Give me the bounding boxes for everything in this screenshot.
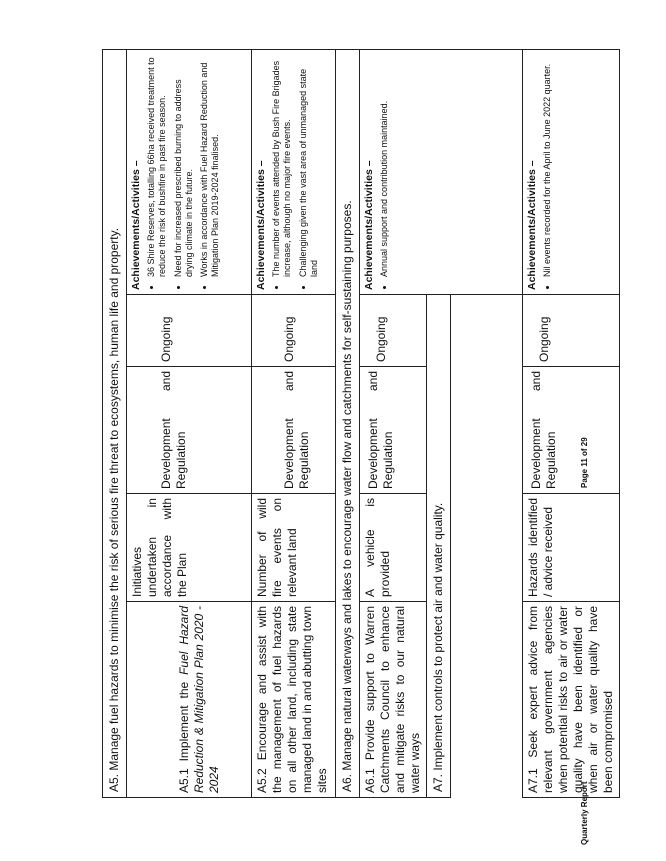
section-heading-a6: A6. Manage natural waterways and lakes to encourage water flow and catchments for self-sustaining purposes. xyxy=(336,49,360,797)
achievements-cell xyxy=(127,49,252,294)
objective-cell xyxy=(127,602,252,798)
table-row-a6-1 xyxy=(360,49,427,797)
responsibility-cell: Development and Regulation xyxy=(127,367,252,494)
achievements-list xyxy=(542,54,553,290)
objective-cell: A6.1 Provide support to Warren Catchments Council to enhance and mitigate risks to our natural water ways xyxy=(360,602,427,798)
responsibility-cell: Development and Regulation xyxy=(523,367,620,494)
rotated-landscape-content xyxy=(102,50,638,798)
section-heading-a5: A5. Manage fuel hazards to minimise the risk of serious fire threat to ecosystems, human life and property. xyxy=(103,49,127,797)
achievements-cell xyxy=(252,49,336,294)
status-cell: Ongoing xyxy=(523,295,620,367)
list-item: • Nil events recorded for the April to June 2022 quarter. xyxy=(542,54,553,277)
achievements-list xyxy=(379,54,390,290)
measure-cell: A vehicle is provided xyxy=(360,494,427,602)
section-heading-a7: A7. Implement controls to protect air and water quality. xyxy=(427,295,451,798)
objective-cell: A5.2 Encourage and assist with the management of fuel hazards on all other land, including state managed land in and abutting town sites xyxy=(252,602,336,798)
status-cell: Ongoing xyxy=(252,295,336,367)
achievements-cell xyxy=(360,49,523,294)
measure-cell: Hazards identified / advice received xyxy=(523,494,620,602)
measure-cell: Number of wild fire events on relevant land xyxy=(252,494,336,602)
list-item: • Challenging given the vast area of unmanaged state land xyxy=(298,54,321,277)
table-row-a5-1 xyxy=(127,49,252,797)
measure-cell: Initiatives undertaken in accordance with the Plan xyxy=(127,494,252,602)
list-item: • Need for increased prescribed burning to address drying climate in the future. xyxy=(173,54,196,277)
plan-title: Fuel Hazard Reduction & Mitigation Plan 2020 - 2024 xyxy=(177,606,221,793)
table-row-a5-2 xyxy=(252,49,336,797)
responsibility-cell: Development and Regulation xyxy=(252,367,336,494)
section-row-a6 xyxy=(336,49,360,797)
responsibility-cell: Development and Regulation xyxy=(360,367,427,494)
achievements-list xyxy=(271,54,320,290)
objective-cell: A7.1 Seek expert advice from relevant government agencies when potential risks to air or water quality have been identified or when air or water quality have been compromised xyxy=(523,602,620,798)
status-cell: Ongoing xyxy=(127,295,252,367)
footer-report-name: Quarterly Report xyxy=(580,781,589,845)
list-item: • Annual support and contribution maintained. xyxy=(379,54,390,277)
table-row-a7-1-content xyxy=(523,49,620,797)
achievements-title: Achievements/Activities – xyxy=(255,160,267,290)
achievements-title: Achievements/Activities – xyxy=(363,160,375,290)
strategy-table xyxy=(102,49,620,798)
list-item: • The number of events attended by Bush Fire Brigades increase, although no major fire events. xyxy=(271,54,294,277)
list-item: • 36 Shire Reserves, totalling 66ha received treatment to reduce the risk of bushfire in past fire season. xyxy=(146,54,169,277)
list-item: • Works in accordance with Fuel Hazard Reduction and Mitigation Plan 2019-2024 finalised. xyxy=(199,54,222,277)
achievements-title: Achievements/Activities – xyxy=(526,160,538,290)
status-cell: Ongoing xyxy=(360,295,427,367)
footer-page-number: Page 11 of 29 xyxy=(580,437,589,488)
achievements-title: Achievements/Activities – xyxy=(130,160,142,290)
section-row-a5 xyxy=(103,49,127,797)
achievements-list xyxy=(146,54,222,290)
achievements-cell xyxy=(523,49,620,294)
objective-prefix: A5.1 Implement the xyxy=(177,674,191,793)
